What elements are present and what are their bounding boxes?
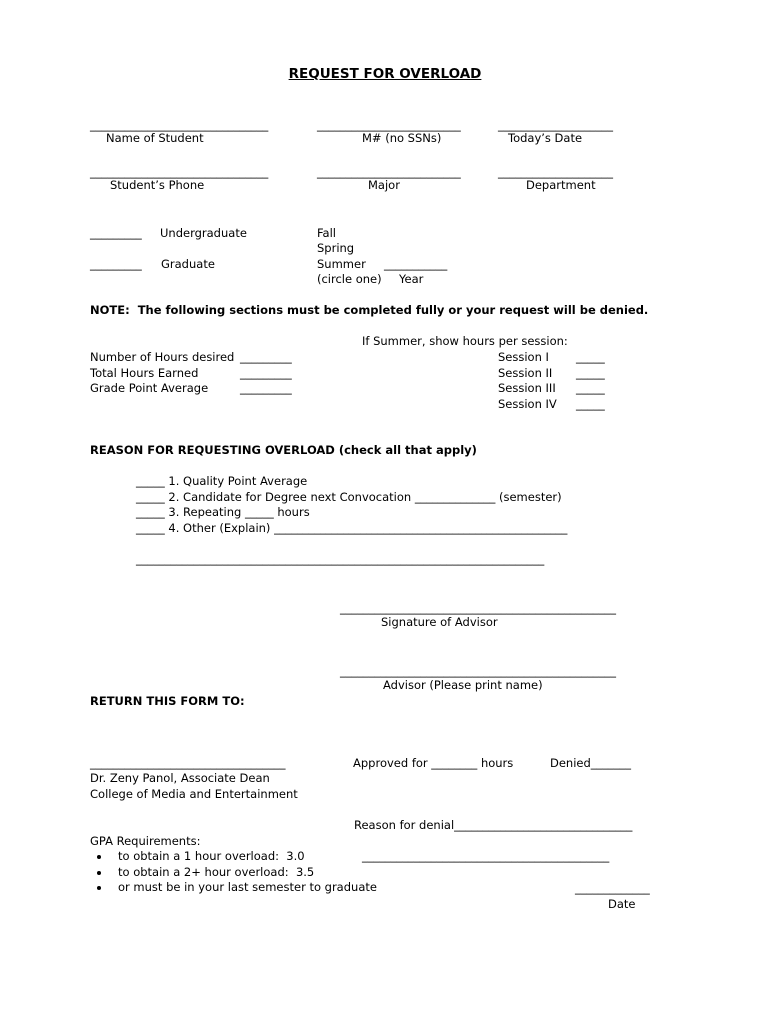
gpa-requirement: to obtain a 2+ hour overload: 3.5 [118,865,315,879]
graduate-label: Graduate [161,257,215,271]
session-label: Session III [498,381,556,395]
bullet-icon [97,855,101,859]
department-field[interactable]: ____________________ [498,165,613,179]
gpa-field[interactable]: _________ [240,381,292,395]
summer-heading: If Summer, show hours per session: [362,334,568,348]
advisor-name-field[interactable]: ________________________________________________ [340,664,616,678]
gpa-requirements-heading: GPA Requirements: [90,834,201,848]
hours-desired-label: Number of Hours desired [90,350,235,364]
reason-for-denial-line2[interactable]: ___________________________________________ [362,849,610,863]
session-field[interactable]: _____ [576,366,605,380]
term-spring[interactable]: Spring [317,241,355,255]
denied-field[interactable]: Denied_______ [550,756,632,770]
hours-earned-label: Total Hours Earned [90,366,199,380]
gpa-requirement: or must be in your last semester to graduate [118,880,377,894]
name-of-student-label: Name of Student [106,131,204,145]
explain-line[interactable]: _______________________________________________________________________ [136,552,545,566]
major-field[interactable]: _________________________ [317,165,461,179]
note-text: NOTE: The following sections must be completed fully or your request will be denied. [90,303,649,317]
m-number-label: M# (no SSNs) [362,131,442,145]
bullet-icon [97,886,101,890]
department-label: Department [526,178,596,192]
todays-date-field[interactable]: ____________________ [498,118,613,132]
college-name: College of Media and Entertainment [90,787,298,801]
bullet-icon [97,871,101,875]
page-title: REQUEST FOR OVERLOAD [288,66,482,82]
major-label: Major [368,178,400,192]
undergraduate-label: Undergraduate [160,226,247,240]
hours-earned-field[interactable]: _________ [240,366,292,380]
session-field[interactable]: _____ [576,350,605,364]
session-label: Session I [498,350,549,364]
reason-item[interactable]: _____ 4. Other (Explain) ___________________________________________________ [136,521,568,535]
session-label: Session IV [498,397,557,411]
student-phone-field[interactable]: _______________________________ [90,165,269,179]
reason-item[interactable]: _____ 1. Quality Point Average [136,474,308,488]
undergraduate-checkbox[interactable]: _________ [90,226,142,240]
date-label: Date [608,897,636,911]
advisor-signature-label: Signature of Advisor [381,615,498,629]
year-label: Year [399,272,424,286]
reason-item[interactable]: _____ 2. Candidate for Degree next Convocation ______________ (semester) [136,490,562,504]
name-of-student-field[interactable]: _______________________________ [90,118,269,132]
student-phone-label: Student’s Phone [110,178,205,192]
gpa-label: Grade Point Average [90,381,209,395]
dean-signature-field[interactable]: __________________________________ [90,756,286,770]
hours-desired-field[interactable]: _________ [240,350,292,364]
reason-item[interactable]: _____ 3. Repeating _____ hours [136,505,310,519]
reason-heading: REASON FOR REQUESTING OVERLOAD (check all that apply) [90,443,477,457]
return-heading: RETURN THIS FORM TO: [90,694,245,708]
session-label: Session II [498,366,553,380]
term-summer[interactable]: Summer [317,257,366,271]
circle-one-label: (circle one) [317,272,382,286]
approved-hours-field[interactable]: Approved for ________ hours [353,756,514,770]
date-field[interactable]: _____________ [575,881,650,895]
m-number-field[interactable]: _________________________ [317,118,461,132]
session-field[interactable]: _____ [576,381,605,395]
term-fall[interactable]: Fall [317,226,336,240]
advisor-signature-field[interactable]: ________________________________________________ [340,601,616,615]
year-field[interactable]: ___________ [384,257,448,271]
advisor-name-label: Advisor (Please print name) [383,678,543,692]
session-field[interactable]: _____ [576,397,605,411]
dean-name: Dr. Zeny Panol, Associate Dean [90,771,270,785]
graduate-checkbox[interactable]: _________ [90,257,142,271]
gpa-requirement: to obtain a 1 hour overload: 3.0 [118,849,305,863]
reason-for-denial-field[interactable]: Reason for denial_______________________________ [354,818,633,832]
todays-date-label: Today’s Date [508,131,583,145]
